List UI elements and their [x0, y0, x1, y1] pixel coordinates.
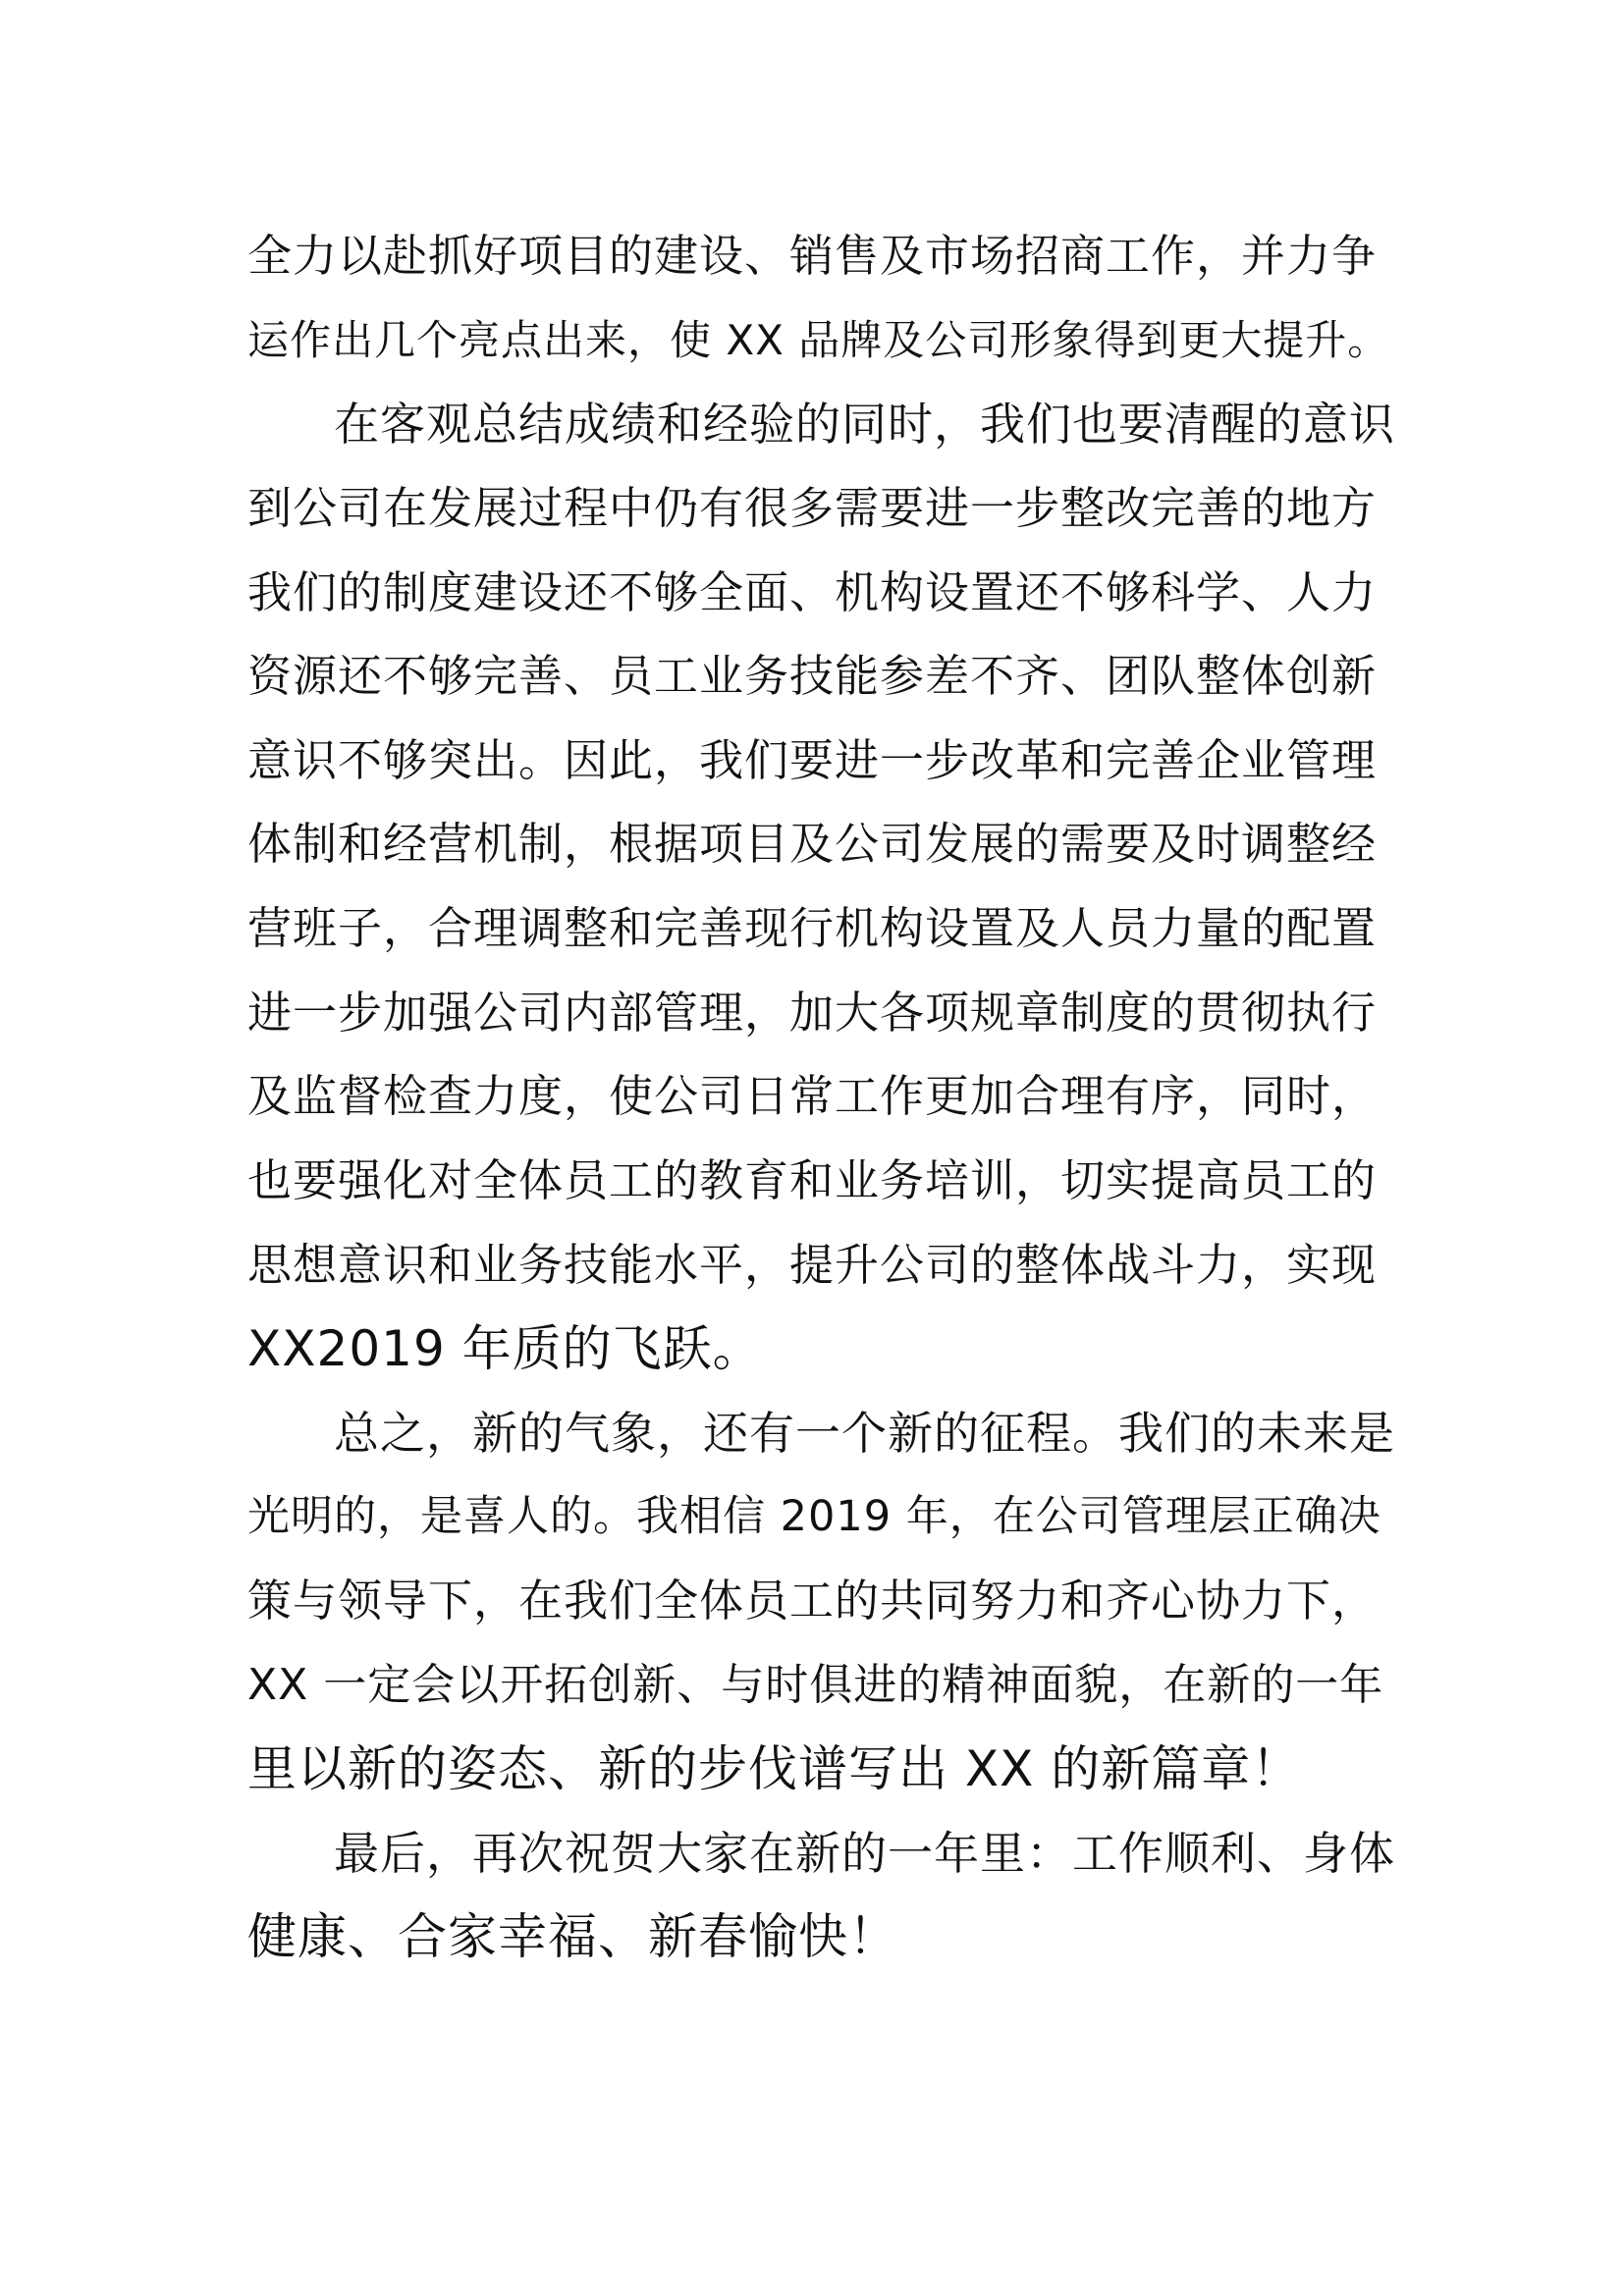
paragraph-start-line: 在客观总结成绩和经验的同时，我们也要清醒的意识: [334, 398, 1395, 451]
text-line: 运作出几个亮点出来，使 XX 品牌及公司形象得到更大提升。: [247, 316, 1390, 364]
text-line: 及监督检查力度，使公司日常工作更加合理有序，同时，: [247, 1070, 1378, 1122]
text-line: XX2019 年质的飞跃。: [247, 1320, 763, 1377]
text-line: 里以新的姿态、新的步伐谱写出 XX 的新篇章！: [247, 1740, 1302, 1797]
text-line: 也要强化对全体员工的教育和业务培训，切实提高员工的: [247, 1154, 1378, 1206]
text-line: 到公司在发展过程中仍有很多需要进一步整改完善的地方: [247, 482, 1378, 534]
text-line: 进一步加强公司内部管理，加大各项规章制度的贯彻执行: [247, 987, 1378, 1039]
text-line: 思想意识和业务技能水平，提升公司的整体战斗力，实现: [247, 1239, 1378, 1291]
text-line: 光明的，是喜人的。我相信 2019 年，在公司管理层正确决: [247, 1492, 1381, 1541]
text-line: 策与领导下，在我们全体员工的共同努力和齐心协力下，: [247, 1575, 1378, 1627]
text-line: 我们的制度建设还不够全面、机构设置还不够科学、人力: [247, 566, 1378, 618]
text-line: 全力以赴抓好项目的建设、销售及市场招商工作，并力争: [247, 230, 1378, 282]
text-line: 资源还不够完善、员工业务技能参差不齐、团队整体创新: [247, 650, 1378, 702]
text-line: 意识不够突出。因此，我们要进一步改革和完善企业管理: [247, 734, 1378, 786]
paragraph-start-line: 最后，再次祝贺大家在新的一年里：工作顺利、身体: [334, 1827, 1395, 1880]
text-line: XX 一定会以开拓创新、与时俱进的精神面貌，在新的一年: [247, 1660, 1384, 1710]
text-line: 营班子，合理调整和完善现行机构设置及人员力量的配置: [247, 902, 1378, 954]
text-line: 体制和经营机制，根据项目及公司发展的需要及时调整经: [247, 818, 1378, 870]
text-line: 健康、合家幸福、新春愉快！: [247, 1908, 898, 1965]
paragraph-start-line: 总之，新的气象，还有一个新的征程。我们的未来是: [334, 1407, 1395, 1460]
